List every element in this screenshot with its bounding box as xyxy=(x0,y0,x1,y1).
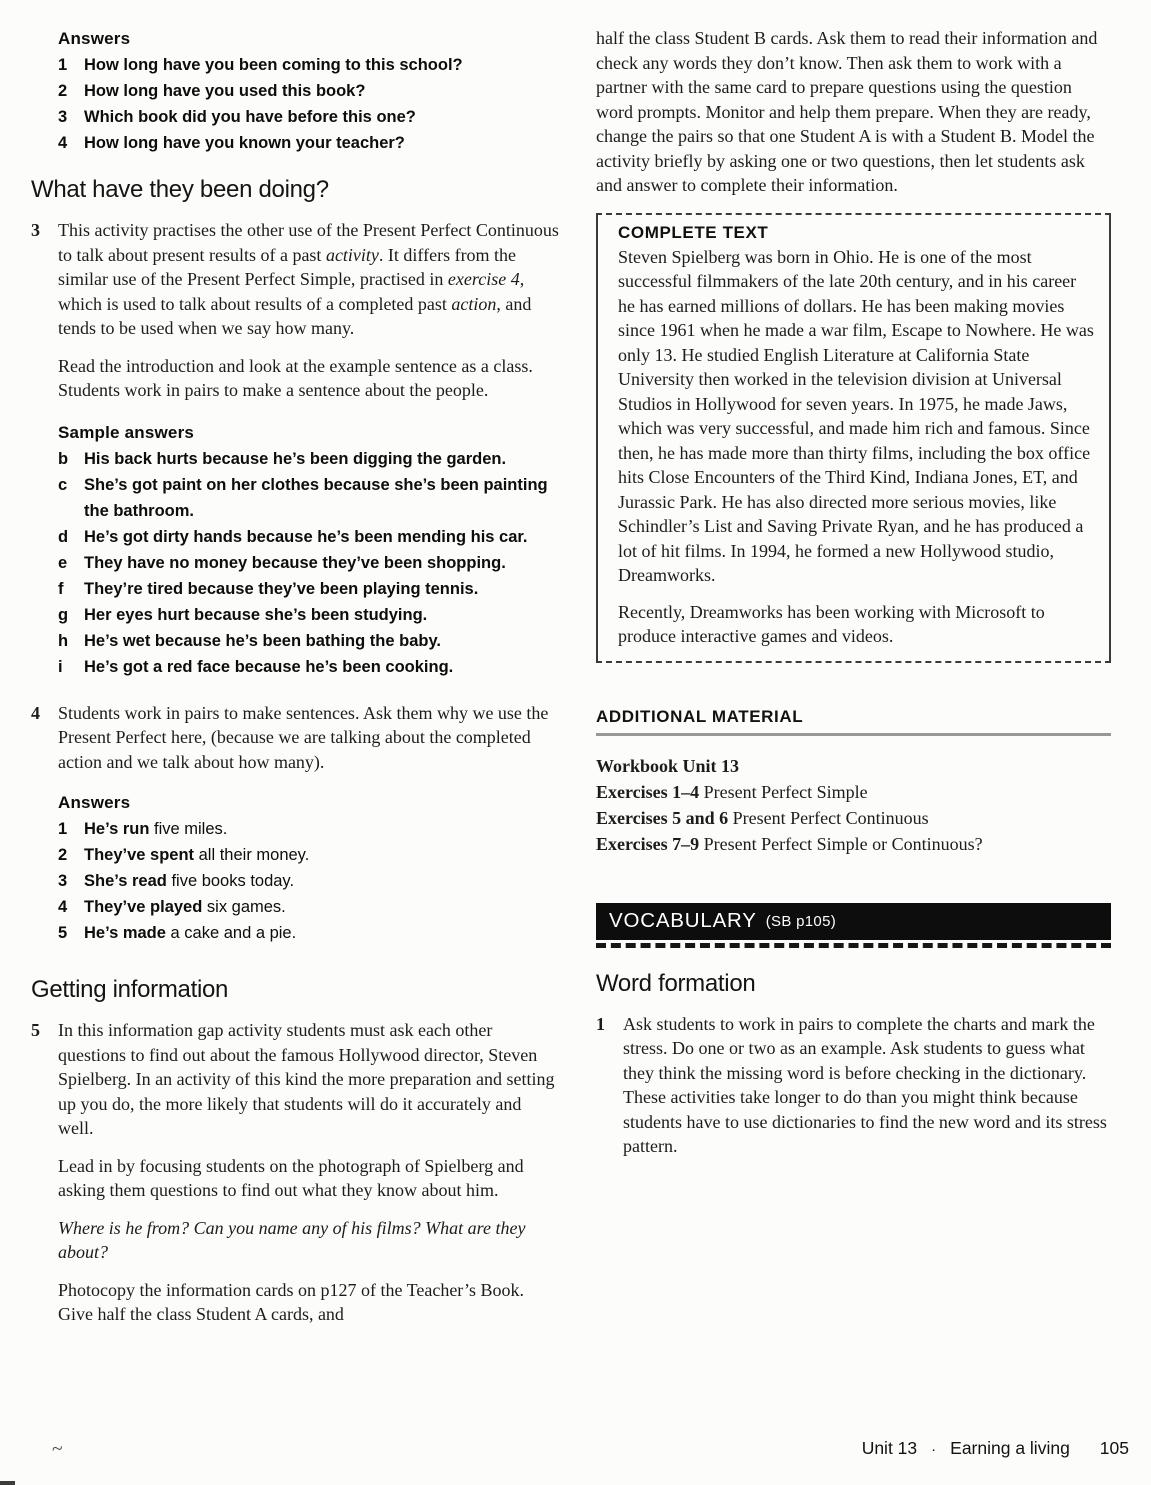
text-segment: , and tends to be used when we say how many. xyxy=(58,293,532,338)
item-number: 4 xyxy=(31,702,40,723)
answer-item-text xyxy=(84,894,560,920)
answer-item-number: 5 xyxy=(58,924,68,942)
answers-box-sentences xyxy=(58,790,560,946)
sample-answer-item xyxy=(58,628,560,654)
text-segment: activity xyxy=(325,244,379,265)
sample-answer-item xyxy=(58,524,560,550)
answers-list xyxy=(58,816,560,946)
activity-item-4 xyxy=(31,701,560,775)
answers-box-questions xyxy=(58,26,560,156)
answer-item-number: 4 xyxy=(58,134,68,152)
additional-material-heading: ADDITIONAL MATERIAL xyxy=(596,706,804,726)
sample-answer-letter: i xyxy=(58,657,63,676)
text-segment: Exercises 7–9 xyxy=(596,833,700,854)
footer-page-number: 105 xyxy=(1099,1438,1129,1458)
activity-item-1 xyxy=(596,1012,1111,1159)
text-segment: Which book did you have before this one? xyxy=(84,108,416,126)
sample-answer-letter: d xyxy=(58,527,69,546)
sample-answers-title: Sample answers xyxy=(58,422,195,442)
answer-item-text xyxy=(84,78,560,104)
activity-item-3 xyxy=(31,218,560,341)
text-segment: His back hurts because he’s been digging the garden. xyxy=(84,449,507,468)
sample-answer-letter: c xyxy=(58,475,68,494)
sample-answer-item xyxy=(58,602,560,628)
answer-item xyxy=(58,842,560,868)
text-segment: all their money. xyxy=(194,846,310,864)
answer-item-text xyxy=(84,842,560,868)
sample-answer-letter: f xyxy=(58,579,64,598)
answer-item xyxy=(58,868,560,894)
page-footer xyxy=(862,1438,1129,1459)
sample-answer-text xyxy=(84,446,560,472)
text-segment: They’ve played xyxy=(84,898,203,916)
text-segment: How long have you used this book? xyxy=(84,82,366,100)
footer-unit: Unit 13 xyxy=(861,1438,918,1458)
sample-answer-letter: g xyxy=(58,605,69,624)
text-segment: They have no money because they’ve been shopping. xyxy=(84,553,506,572)
sample-answer-letter: b xyxy=(58,449,69,468)
text-segment: , which is used to talk about results of a completed past xyxy=(58,269,525,314)
answer-item-number: 3 xyxy=(58,872,68,890)
answer-item xyxy=(58,894,560,920)
text-segment: They’ve spent xyxy=(84,846,195,864)
footer-separator: · xyxy=(931,1441,937,1458)
text-segment: Exercises 5 and 6 xyxy=(596,807,729,828)
paragraph-example-questions: Where is he from? Can you name any of his films? What are they about? xyxy=(58,1217,526,1262)
sample-answer-item xyxy=(58,472,560,524)
text-segment: He’s run xyxy=(84,820,150,838)
sample-answer-text xyxy=(84,628,560,654)
text-segment: Workbook Unit 13 xyxy=(596,755,740,776)
answer-item-number: 2 xyxy=(58,82,68,100)
workbook-line xyxy=(596,779,1111,805)
footer-section: Earning a living xyxy=(950,1438,1070,1458)
item-number: 5 xyxy=(31,1020,40,1040)
answer-item xyxy=(58,130,560,156)
text-segment: six games. xyxy=(202,898,286,916)
answer-item xyxy=(58,78,560,104)
item-text: In this information gap activity students must ask each other questions to find out about the famous Hollywood director, Steven Spielberg. In an activity of this kind the more preparation and setting up you do, the more likely that students will do it accurately and well. xyxy=(58,1020,555,1138)
answers-list xyxy=(58,52,560,156)
left-column xyxy=(31,26,560,1340)
item-text: Students work in pairs to make sentences. Ask them why we use the Present Perfect here, (because we are talking about the completed action and we talk about how many). xyxy=(58,702,549,772)
text-segment: Exercises 1–4 xyxy=(596,781,700,802)
sample-answer-item xyxy=(58,446,560,472)
text-segment: . It differs from the similar use of the Present Perfect Simple, practised in xyxy=(58,244,517,289)
paragraph-lead-in: Lead in by focusing students on the photograph of Spielberg and asking them questions to find out what they know about him. xyxy=(58,1155,524,1200)
text-segment: He’s got a red face because he’s been cooking. xyxy=(84,657,454,676)
text-segment: five books today. xyxy=(166,872,295,890)
workbook-line xyxy=(596,805,1111,831)
activity-item-5 xyxy=(31,1018,560,1141)
vocabulary-banner-page-ref: (SB p105) xyxy=(765,912,837,930)
complete-text-box xyxy=(596,213,1111,663)
text-segment: He’s got dirty hands because he’s been mending his car. xyxy=(84,527,528,546)
text-segment: She’s read xyxy=(84,872,167,890)
answer-item-text xyxy=(84,104,560,130)
scan-artifact-squiggle: ~ xyxy=(50,1437,64,1461)
vocabulary-banner-title: VOCABULARY xyxy=(609,909,757,932)
text-segment: Present Perfect Continuous xyxy=(728,807,929,828)
answer-item-text xyxy=(84,130,560,156)
item-number: 3 xyxy=(31,220,40,240)
section-heading-word-formation: Word formation xyxy=(596,969,756,997)
complete-text-paragraph-2: Recently, Dreamworks has been working with Microsoft to produce interactive games and videos. xyxy=(618,601,1045,646)
answer-item-number: 2 xyxy=(58,846,68,864)
text-segment: He’s made xyxy=(84,924,166,942)
answers-title: Answers xyxy=(58,793,131,812)
paragraph-read-introduction: Read the introduction and look at the example sentence as a class. Students work in pairs to make a sentence about the people. xyxy=(58,355,533,400)
text-segment: How long have you known your teacher? xyxy=(84,134,405,152)
sample-answers-box xyxy=(58,420,560,680)
text-segment: exercise 4 xyxy=(447,269,520,289)
text-segment: This activity practises the other use of the Present Perfect Continuous to talk about present results of a past xyxy=(58,220,559,265)
paragraph-student-b-cards: half the class Student B cards. Ask them to read their information and check any words they don’t know. Then ask them to work with a partner with the same card to prepare questions using the question word prompts. Monitor and help them prepare. When they are ready, change the pairs so that one Student A is with a Student B. Model the activity briefly by asking one or two questions, then let students ask and answer to complete their information. xyxy=(596,28,1098,195)
complete-text-paragraph-1: Steven Spielberg was born in Ohio. He is one of the most successful filmmakers of the late 20th century, and in his career he has earned millions of dollars. He has been making movies since 1961 when he made a war film, Escape to Nowhere. He was only 13. He studied English Literature at California State University then worked in the television division at Universal Studios in Hollywood for seven years. In 1975, he made Jaws, which was very successful, and made him rich and famous. Since then, he has made more than thirty films, including the box office hits Close Encounters of the Third Kind, Indiana Jones, ET, and Jurassic Park. He has also directed more serious movies, like Schindler’s List and Saving Private Ryan, and he has produced a lot of hit films. In 1994, he formed a new Hollywood studio, Dreamworks. xyxy=(618,246,1094,585)
text-segment: They’re tired because they’ve been playing tennis. xyxy=(84,579,479,598)
sample-answer-text xyxy=(84,550,560,576)
scan-artifact-corner-mark xyxy=(0,1481,15,1485)
text-segment: five miles. xyxy=(149,820,228,838)
section-heading-what-have-they-been-doing: What have they been doing? xyxy=(31,176,329,203)
answer-item-text xyxy=(84,816,560,842)
workbook-line xyxy=(596,831,1111,857)
answer-item xyxy=(58,52,560,78)
text-segment: He’s wet because he’s been bathing the baby. xyxy=(84,631,441,650)
complete-text-title: COMPLETE TEXT xyxy=(618,222,769,242)
item-number: 1 xyxy=(596,1013,605,1034)
answer-item-number: 3 xyxy=(58,108,68,126)
answer-item-number: 1 xyxy=(58,820,68,838)
workbook-line xyxy=(596,753,1111,779)
answer-item-text xyxy=(84,868,560,894)
sample-answer-text xyxy=(84,576,560,602)
sample-answer-text xyxy=(84,654,560,680)
sample-answer-text xyxy=(84,472,560,524)
text-segment: Present Perfect Simple xyxy=(699,781,868,802)
sample-answers-list xyxy=(58,446,560,680)
sample-answer-text xyxy=(84,524,560,550)
text-segment: Present Perfect Simple or Continuous? xyxy=(699,833,983,854)
item-text xyxy=(58,218,560,341)
additional-material-rule xyxy=(596,733,1111,736)
paragraph-photocopy: Photocopy the information cards on p127 of the Teacher’s Book. Give half the class Student A cards, and xyxy=(58,1279,524,1324)
answers-title: Answers xyxy=(58,29,131,48)
item-text: Ask students to work in pairs to complete the charts and mark the stress. Do one or two as an example. Ask students to guess what they think the missing word is before checking in the dictionary. These activities take longer to do than you might think because students have to use dictionaries to find the new word and its stress pattern. xyxy=(623,1013,1107,1156)
answer-item xyxy=(58,816,560,842)
answer-item-number: 1 xyxy=(58,56,68,74)
answer-item-text xyxy=(84,920,560,946)
workbook-references xyxy=(596,753,1111,857)
answer-item xyxy=(58,104,560,130)
text-segment: a cake and a pie. xyxy=(165,924,297,942)
answer-item xyxy=(58,920,560,946)
banner-dashed-rule xyxy=(596,943,1111,948)
sample-answer-item xyxy=(58,576,560,602)
vocabulary-banner xyxy=(596,903,1111,940)
sample-answer-letter: h xyxy=(58,631,69,650)
text-segment: Her eyes hurt because she’s been studying. xyxy=(84,605,428,624)
section-heading-getting-information: Getting information xyxy=(31,976,229,1003)
answer-item-text xyxy=(84,52,560,78)
right-column xyxy=(596,26,1111,1340)
sample-answer-letter: e xyxy=(58,553,68,572)
answer-item-number: 4 xyxy=(58,898,68,916)
sample-answer-item xyxy=(58,654,560,680)
text-segment: action xyxy=(451,293,497,314)
sample-answer-text xyxy=(84,602,560,628)
text-segment: How long have you been coming to this school? xyxy=(84,56,463,74)
sample-answer-item xyxy=(58,550,560,576)
text-segment: She’s got paint on her clothes because she’s been painting the bathroom. xyxy=(84,475,548,520)
